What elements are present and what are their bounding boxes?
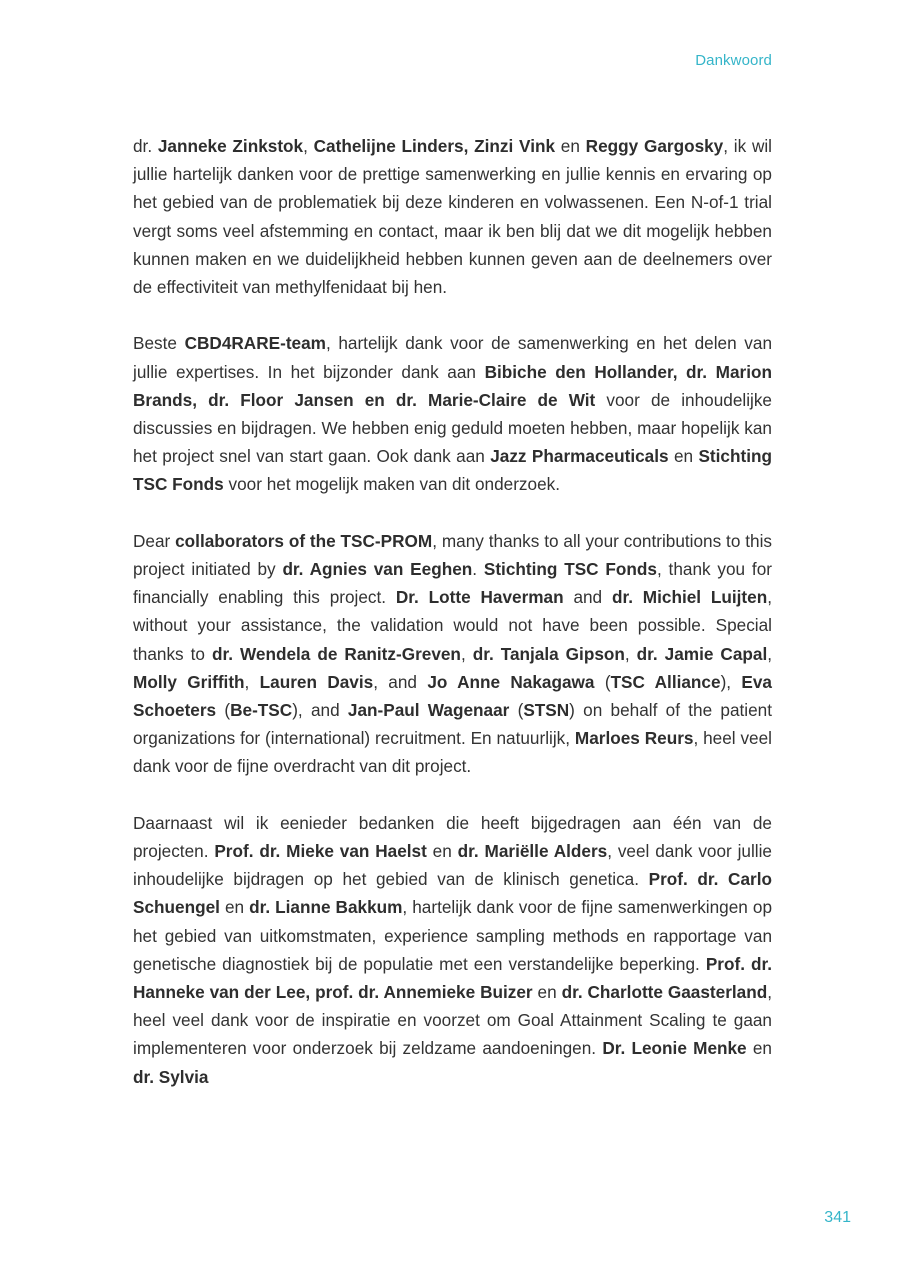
text-run: ) on behalf of the patient organizations for (international) recruitment. En natuurlijk,	[133, 700, 773, 749]
name-highlight: Prof. dr. Carlo Schuengel	[133, 869, 772, 918]
name-highlight: Reggy Gargosky	[585, 136, 724, 156]
body-text	[133, 132, 772, 1091]
text-run: voor het mogelijk maken van dit onderzoek.	[223, 474, 561, 495]
text-run: Dear	[133, 530, 176, 551]
text-run: and	[563, 587, 612, 608]
text-run: (	[509, 700, 524, 721]
text-run: , and	[373, 671, 428, 692]
text-run: dr.	[133, 136, 158, 156]
text-run: , thank you for financially enabling this project.	[133, 559, 772, 608]
page-number: 341	[824, 1209, 851, 1226]
name-highlight: Jazz Pharmaceuticals	[490, 446, 669, 467]
name-highlight: Cathelijne Linders, Zinzi Vink	[313, 136, 556, 156]
running-header: Dankwoord	[695, 52, 772, 69]
name-highlight: Janneke Zinkstok	[157, 136, 304, 156]
name-highlight: dr. Agnies van Eeghen	[282, 559, 473, 580]
name-highlight: Jo Anne Nakagawa	[427, 671, 595, 692]
text-run: Daarnaast wil ik eenieder bedanken die heeft bijgedragen aan één van de projecten.	[133, 812, 772, 862]
name-highlight: TSC Alliance	[610, 671, 721, 692]
text-run: , heel veel dank voor de fijne overdracht van dit project.	[133, 728, 772, 777]
name-highlight: dr. Sylvia	[133, 1066, 209, 1087]
text-run: ,	[767, 643, 773, 664]
text-run: en	[746, 1038, 772, 1059]
name-highlight: Prof. dr. Mieke van Haelst	[214, 841, 427, 862]
name-highlight: Prof. dr. Hanneke van der Lee, prof. dr. Annemieke Buizer	[133, 953, 772, 1003]
text-run: , ik wil jullie hartelijk danken voor de prettige samenwerking en jullie kennis en ervaring op het gebied van de problematiek bij deze kinderen en volwassenen. Een N-of-1 trial vergt soms veel afstemming en contact, maar ik ben blij dat we dit mogelijk hebben kunnen maken en we duidelijkheid hebben kunnen geven aan de deelnemers over de effectiviteit van methylfenidaat bij hen.	[133, 136, 772, 298]
name-highlight: Be-TSC	[230, 700, 293, 721]
name-highlight: dr. Lianne Bakkum	[249, 897, 403, 918]
text-run: ,	[303, 136, 314, 156]
name-highlight: dr. Tanjala Gipson	[472, 643, 625, 664]
paragraph-4	[133, 809, 772, 1091]
name-highlight: Eva Schoeters	[133, 671, 772, 721]
text-run: ,	[624, 643, 637, 664]
name-highlight: Lauren Davis	[259, 671, 374, 692]
text-run: (	[216, 700, 231, 721]
text-run: en	[426, 841, 458, 862]
name-highlight: Stichting TSC Fonds	[483, 559, 657, 580]
name-highlight: dr. Jamie Capal	[636, 643, 768, 664]
text-run: , many thanks to all your contributions to this project initiated by	[133, 530, 772, 580]
text-run: en	[532, 982, 562, 1003]
text-run: ), and	[292, 700, 348, 721]
text-run: Beste	[133, 333, 185, 354]
text-run: , hartelijk dank voor de samenwerking en het delen van jullie expertises. In het bijzonder dank aan	[133, 333, 773, 382]
text-run: en	[668, 446, 699, 467]
name-highlight: Dr. Leonie Menke	[602, 1038, 747, 1059]
name-highlight: collaborators of the TSC-PROM	[175, 530, 433, 551]
text-run: en	[555, 136, 586, 156]
name-highlight: CBD4RARE-team	[184, 333, 326, 354]
text-run: .	[472, 559, 484, 580]
text-run: ,	[244, 671, 260, 692]
text-run: (	[594, 671, 611, 692]
paragraph-2	[133, 329, 772, 498]
name-highlight: dr. Charlotte Gaasterland	[561, 982, 768, 1003]
name-highlight: Dr. Lotte Haverman	[395, 587, 564, 608]
name-highlight: dr. Mariëlle Alders	[457, 841, 608, 862]
text-run: ,	[460, 643, 473, 664]
name-highlight: Marloes Reurs	[574, 728, 694, 749]
text-run: , heel veel dank voor de inspiratie en voorzet om Goal Attainment Scaling te gaan implementeren voor onderzoek bij zeldzame aandoeningen.	[133, 982, 772, 1059]
name-highlight: dr. Michiel Luijten	[611, 587, 768, 608]
paragraph-1	[133, 132, 772, 301]
text-run: voor de inhoudelijke discussies en bijdragen. We hebben enig geduld moeten hebben, maar hopelijk kan het project snel van start gaan. Ook dank aan	[133, 389, 772, 467]
name-highlight: Molly Griffith	[133, 671, 245, 692]
text-run: , veel dank voor jullie inhoudelijke bijdragen op het gebied van de klinisch genetica.	[133, 841, 772, 890]
name-highlight: Stichting TSC Fonds	[133, 446, 772, 495]
name-highlight: Jan-Paul Wagenaar	[347, 700, 510, 721]
paragraph-3	[133, 527, 772, 781]
text-run: ),	[720, 671, 742, 692]
text-run: en	[219, 897, 250, 918]
name-highlight: dr. Wendela de Ranitz-Greven	[211, 643, 461, 664]
name-highlight: STSN	[523, 700, 570, 721]
text-run: , hartelijk dank voor de fijne samenwerkingen op het gebied van uitkomstmaten, experience sampling methods en rapportage van genetische diagnostiek bij de populatie met een verstandelijke beperking.	[133, 897, 772, 974]
name-highlight: Bibiche den Hollander, dr. Marion Brands, dr. Floor Jansen en dr. Marie-Claire de Wit	[133, 361, 772, 410]
text-run: , without your assistance, the validation would not have been possible. Special thanks to	[133, 587, 772, 664]
